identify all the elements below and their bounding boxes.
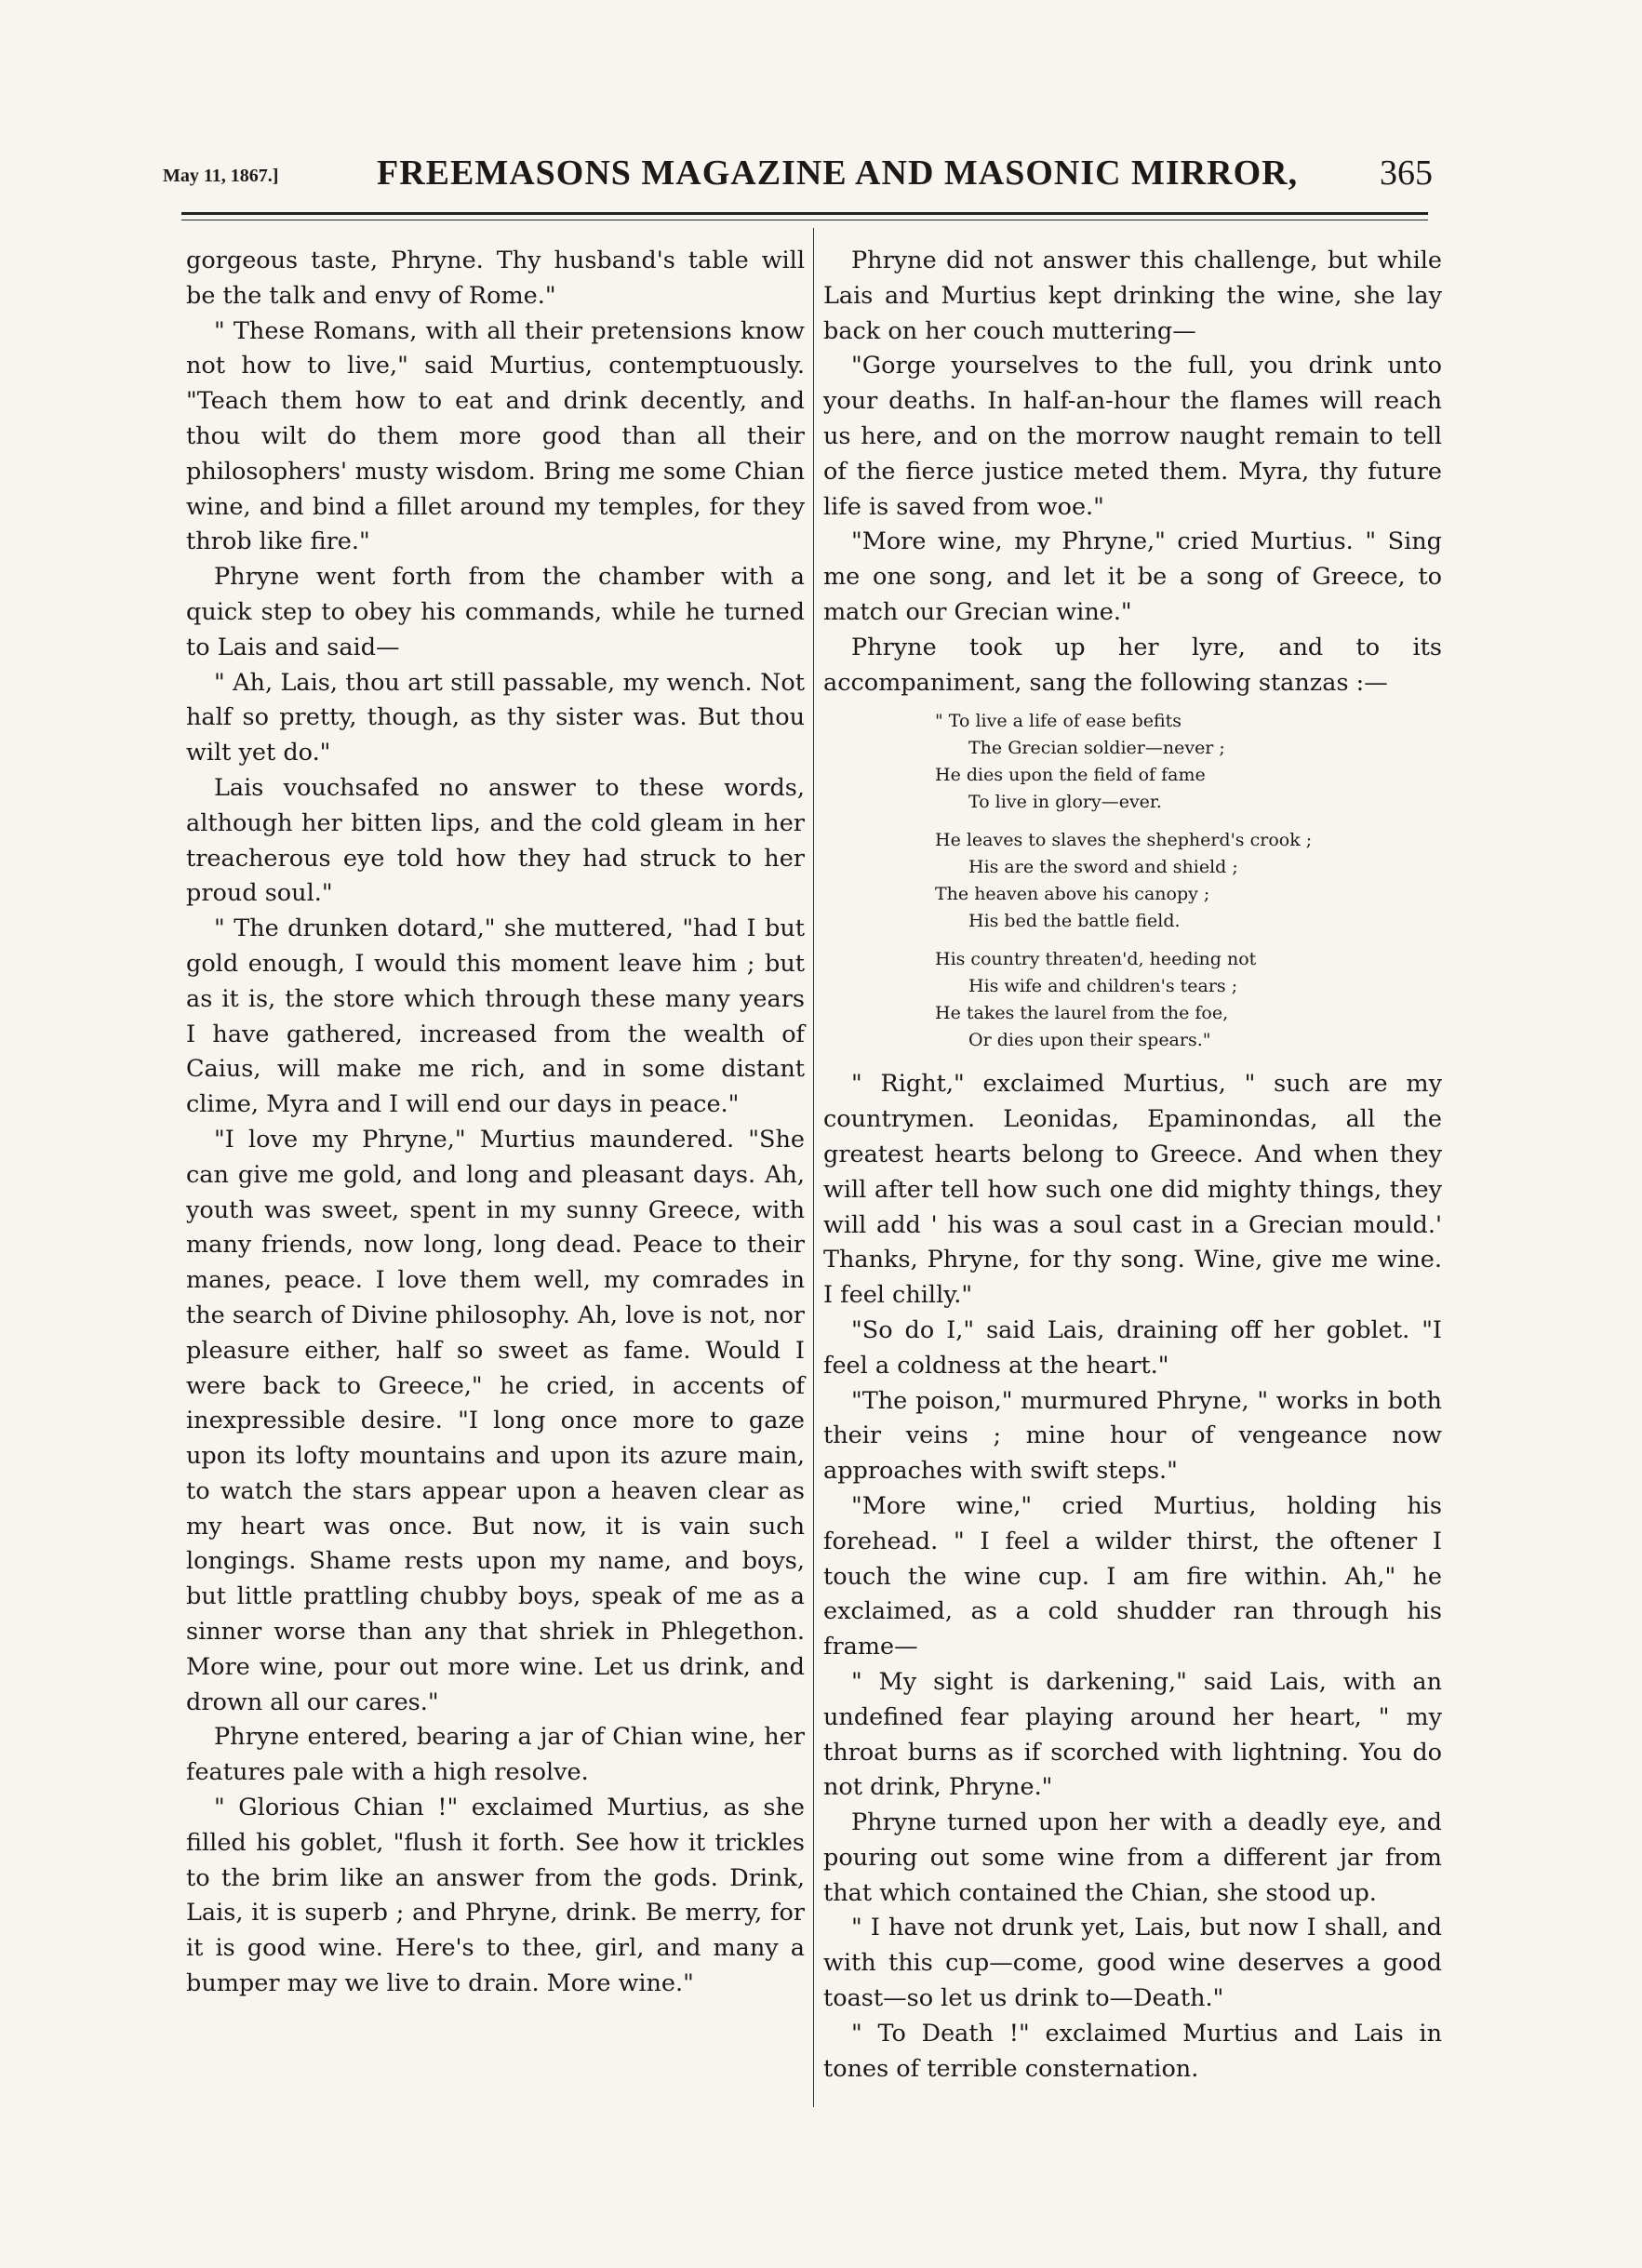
- verse-line: The heaven above his canopy ;: [935, 884, 1210, 905]
- paragraph: "More wine, my Phryne," cried Murtius. " Sing me one song, and let it be a song of Greece, to match our Grecian wine.": [823, 527, 1442, 626]
- stanza: [935, 946, 1442, 1054]
- issue-date: May 11, 1867.]: [163, 166, 279, 186]
- paragraph: Lais vouchsafed no answer to these words, although her bitten lips, and the cold gleam in her treacherous eye told how they had struck to her proud soul.": [186, 773, 805, 908]
- verse-line: He leaves to slaves the shepherd's crook ;: [935, 830, 1313, 851]
- right-column-prose-before: [823, 244, 1442, 700]
- paragraph: Phryne took up her lyre, and to its accompaniment, sang the following stanzas :—: [823, 633, 1442, 697]
- stanza: [935, 708, 1442, 816]
- paragraph: "More wine," cried Murtius, holding his forehead. " I feel a wilder thirst, the oftener I touch the wine cup. I am fire within. Ah," he exclaimed, as a cold shudder ran through his frame—: [823, 1491, 1442, 1661]
- verse-line: He takes the laurel from the foe,: [935, 1003, 1229, 1024]
- verse-line: His bed the battle field.: [968, 911, 1181, 932]
- verse-line: He dies upon the field of fame: [935, 765, 1206, 786]
- verse-line: The Grecian soldier—never ;: [968, 738, 1225, 759]
- page-number: 365: [1380, 153, 1433, 193]
- paragraph: gorgeous taste, Phryne. Thy husband's table will be the talk and envy of Rome.": [186, 247, 805, 310]
- paragraph: Phryne turned upon her with a deadly eye, and pouring out some wine from a different jar from that which contained the Chian, she stood up.: [823, 1808, 1442, 1907]
- publication-title: FREEMASONS MAGAZINE AND MASONIC MIRROR,: [377, 153, 1299, 193]
- left-column: [186, 244, 805, 2002]
- paragraph: " The drunken dotard," she muttered, "had I but gold enough, I would this moment leave him ; but as it is, the store which through these many years I have gathered, increased from the wealth of Caius, will make me rich, and in some distant clime, Myra and I will end our days in peace.": [186, 914, 805, 1119]
- verse-line: His are the sword and shield ;: [968, 857, 1238, 878]
- paragraph: " Ah, Lais, thou art still passable, my wench. Not half so pretty, though, as thy sister was. But thou wilt yet do.": [186, 668, 805, 767]
- paragraph: " My sight is darkening," said Lais, with an undefined fear playing around her heart, " my throat burns as if scorched with lightning. You do not drink, Phryne.": [823, 1667, 1442, 1802]
- paragraph: " Right," exclaimed Murtius, " such are my countrymen. Leonidas, Epaminondas, all the greatest hearts belong to Greece. And when they will after tell how such one did mighty things, they will add ' his was a soul cast in a Grecian mould.' Thanks, Phryne, for thy song. Wine, give me wine. I feel chilly.": [823, 1070, 1442, 1310]
- verse-line: " To live a life of ease befits: [935, 711, 1182, 732]
- header-rule-thick: [181, 212, 1428, 215]
- paragraph: Phryne went forth from the chamber with a quick step to obey his commands, while he turned to Lais and said—: [186, 563, 805, 661]
- paragraph: " To Death !" exclaimed Murtius and Lais in tones of terrible consternation.: [823, 2019, 1442, 2083]
- paragraph: "I love my Phryne," Murtius maundered. "She can give me gold, and long and pleasant days. Ah, youth was sweet, spent in my sunny Greece, with many friends, now long, long dead. Peace to their manes, peace. I love them well, my comrades in the search of Divine philosophy. Ah, love is not, nor pleasure either, half so sweet as fame. Would I were back to Greece," he cried, in accents of inexpressible desire. "I long once more to gaze upon its lofty mountains and upon its azure main, to watch the stars appear upon a heaven clear as my heart was once. But now, it is vain such longings. Shame rests upon my name, and boys, but little prattling chubby boys, speak of me as a sinner worse than any that shriek in Phlegethon. More wine, pour out more wine. Let us drink, and drown all our cares.": [186, 1125, 805, 1716]
- verse-stanzas: [823, 708, 1442, 1054]
- paragraph: "So do I," said Lais, draining off her goblet. "I feel a coldness at the heart.": [823, 1315, 1442, 1380]
- paragraph: " These Romans, with all their pretensions know not how to live," said Murtius, contemptuously. "Teach them how to eat and drink decently, and thou wilt do them more good than all their philosophers' musty wisdom. Bring me some Chian wine, and bind a fillet around my temples, for they throb like fire.": [186, 316, 805, 556]
- verse-line: To live in glory—ever.: [968, 792, 1162, 813]
- stanza: [935, 827, 1442, 935]
- right-column-prose-after: [823, 1067, 1442, 2087]
- verse-line: His wife and children's tears ;: [968, 976, 1238, 997]
- column-divider: [813, 228, 814, 2107]
- paragraph: Phryne entered, bearing a jar of Chian wine, her features pale with a high resolve.: [186, 1723, 805, 1787]
- running-header: [163, 149, 1433, 195]
- paragraph: "Gorge yourselves to the full, you drink unto your deaths. In half-an-hour the flames will reach us here, and on the morrow naught remain to tell of the fierce justice meted them. Myra, thy future life is saved from woe.": [823, 352, 1442, 521]
- paragraph: Phryne did not answer this challenge, but while Lais and Murtius kept drinking the wine, she lay back on her couch muttering—: [823, 247, 1442, 345]
- paragraph: " I have not drunk yet, Lais, but now I shall, and with this cup—come, good wine deserves a good toast—so let us drink to—Death.": [823, 1914, 1442, 2013]
- right-column: [823, 244, 1442, 2087]
- verse-line: Or dies upon their spears.": [968, 1030, 1211, 1051]
- verse-line: His country threaten'd, heeding not: [935, 949, 1257, 970]
- paragraph: "The poison," murmured Phryne, " works in both their veins ; mine hour of vengeance now approaches with swift steps.": [823, 1386, 1442, 1486]
- paragraph: " Glorious Chian !" exclaimed Murtius, as she filled his goblet, "flush it forth. See how it trickles to the brim like an answer from the gods. Drink, Lais, it is superb ; and Phryne, drink. Be merry, for it is good wine. Here's to thee, girl, and many a bumper may we live to drain. More wine.": [186, 1794, 805, 1998]
